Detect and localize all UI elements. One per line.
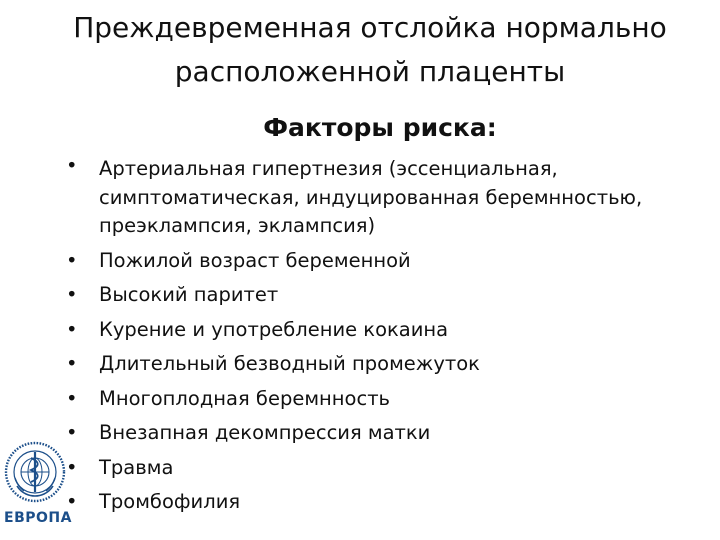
slide-subtitle: Факторы риска: bbox=[263, 113, 497, 142]
list-item bbox=[66, 278, 666, 313]
bullet-icon: • bbox=[66, 386, 78, 410]
bullet-icon: • bbox=[66, 421, 78, 444]
list-item bbox=[66, 152, 666, 244]
list-item-text: Травма bbox=[99, 455, 174, 479]
slide-title bbox=[60, 6, 680, 94]
logo-caption: ЕВРОПА bbox=[4, 510, 72, 526]
list-item-text: Артериальная гипертнезия (эссенциальная, симптоматическая, индуцированная беремнностью, преэклампсия, эклампсия) bbox=[99, 157, 643, 237]
slide-title-line-1: Преждевременная отслойка нормально bbox=[73, 11, 667, 44]
bullet-icon: • bbox=[66, 352, 78, 375]
list-item-text: Длительный безводный промежуток bbox=[99, 352, 480, 375]
list-item-text: Тромбофилия bbox=[99, 490, 241, 513]
list-item bbox=[66, 485, 666, 520]
list-item-text: Внезапная декомпрессия матки bbox=[99, 421, 431, 444]
bullet-icon: • bbox=[66, 283, 78, 306]
list-item bbox=[66, 347, 666, 382]
risk-factors-list bbox=[66, 152, 666, 520]
bullet-icon: • bbox=[66, 154, 78, 177]
list-item bbox=[66, 313, 666, 348]
list-item-text: Высокий паритет bbox=[99, 283, 279, 306]
who-emblem-icon bbox=[4, 436, 66, 508]
list-item-text: Пожилой возраст беременной bbox=[99, 248, 411, 272]
list-item bbox=[66, 451, 666, 486]
slide-title-line-2: расположенной плаценты bbox=[174, 55, 566, 88]
list-item-text: Курение и употребление кокаина bbox=[99, 317, 449, 341]
bullet-icon: • bbox=[66, 455, 78, 479]
list-item bbox=[66, 382, 666, 417]
bullet-icon: • bbox=[66, 490, 78, 513]
list-item bbox=[66, 244, 666, 279]
who-europe-logo bbox=[4, 436, 72, 536]
bullet-icon: • bbox=[66, 248, 78, 272]
bullet-icon: • bbox=[66, 317, 78, 341]
list-item bbox=[66, 416, 666, 451]
list-item-text: Многоплодная беремнность bbox=[99, 386, 391, 410]
